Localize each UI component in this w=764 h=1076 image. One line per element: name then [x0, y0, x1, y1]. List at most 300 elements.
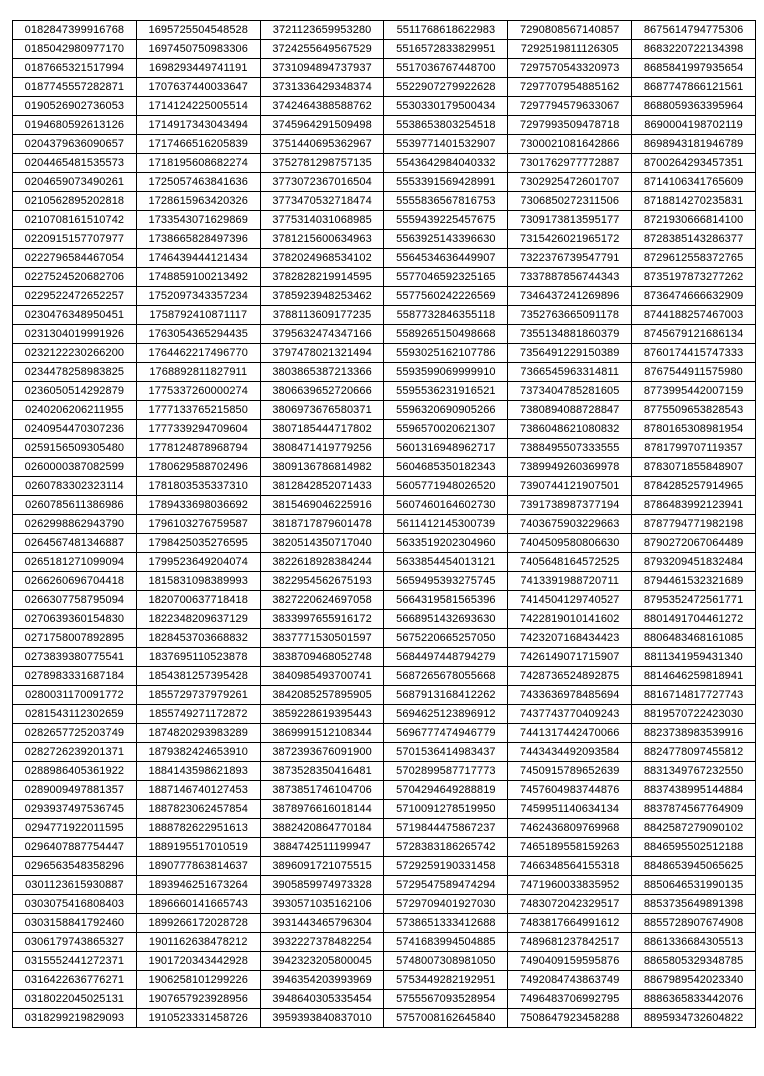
table-row — [13, 78, 756, 97]
table-row — [13, 268, 756, 287]
table-cell: 7297707954885162 — [508, 78, 632, 97]
table-cell: 7366545963314811 — [508, 363, 632, 382]
table-cell: 8895934732604822 — [632, 1009, 756, 1028]
table-cell: 3752781298757135 — [260, 154, 384, 173]
table-cell: 3797478021321494 — [260, 344, 384, 363]
table-cell: 3721123659953280 — [260, 21, 384, 40]
table-cell: 5522907279922628 — [384, 78, 508, 97]
table-row — [13, 534, 756, 553]
table-row — [13, 838, 756, 857]
table-cell: 7391738987377194 — [508, 496, 632, 515]
table-cell: 3930571035162106 — [260, 895, 384, 914]
table-row — [13, 762, 756, 781]
table-cell: 7300021081642866 — [508, 135, 632, 154]
table-cell: 1901162638478212 — [136, 933, 260, 952]
table-cell: 3842085257895905 — [260, 686, 384, 705]
table-cell: 8795352472561771 — [632, 591, 756, 610]
table-row — [13, 116, 756, 135]
table-cell: 0303075416808403 — [13, 895, 137, 914]
table-cell: 7355134881860379 — [508, 325, 632, 344]
table-cell: 0190526902736053 — [13, 97, 137, 116]
table-cell: 5563925143396630 — [384, 230, 508, 249]
table-cell: 1910523331458726 — [136, 1009, 260, 1028]
table-row — [13, 192, 756, 211]
table-cell: 0266260696704418 — [13, 572, 137, 591]
table-cell: 0240206206211955 — [13, 401, 137, 420]
table-cell: 8823738983539916 — [632, 724, 756, 743]
table-cell: 1733543071629869 — [136, 211, 260, 230]
table-cell: 8685841997935654 — [632, 59, 756, 78]
table-cell: 8806483468161085 — [632, 629, 756, 648]
table-cell: 7404509580806630 — [508, 534, 632, 553]
table-cell: 1893946251673264 — [136, 876, 260, 895]
table-cell: 7337887856744343 — [508, 268, 632, 287]
table-cell: 0236050514292879 — [13, 382, 137, 401]
table-cell: 8861336684305513 — [632, 933, 756, 952]
table-cell: 3822954562675193 — [260, 572, 384, 591]
table-cell: 8718814270235831 — [632, 192, 756, 211]
table-cell: 5596320690905266 — [384, 401, 508, 420]
table-cell: 3932227378482254 — [260, 933, 384, 952]
table-cell: 7290808567140857 — [508, 21, 632, 40]
table-cell: 8690004198702119 — [632, 116, 756, 135]
table-cell: 7490409159595876 — [508, 952, 632, 971]
table-cell: 8824778097455812 — [632, 743, 756, 762]
table-cell: 5687913168412262 — [384, 686, 508, 705]
table-row — [13, 249, 756, 268]
table-cell: 8793209451832484 — [632, 553, 756, 572]
table-cell: 1798425035276595 — [136, 534, 260, 553]
table-cell: 5530330179500434 — [384, 97, 508, 116]
table-cell: 1746439444121434 — [136, 249, 260, 268]
table-cell: 7457604983744876 — [508, 781, 632, 800]
table-cell: 1887146740127453 — [136, 781, 260, 800]
table-cell: 3785923948253462 — [260, 287, 384, 306]
table-cell: 8850646531990135 — [632, 876, 756, 895]
table-cell: 5728383186265742 — [384, 838, 508, 857]
table-cell: 0182847399916768 — [13, 21, 137, 40]
table-cell: 7423207168434423 — [508, 629, 632, 648]
table-cell: 0187665321517994 — [13, 59, 137, 78]
table-row — [13, 553, 756, 572]
table-cell: 0288986405361922 — [13, 762, 137, 781]
table-cell: 8773995442007159 — [632, 382, 756, 401]
table-cell: 0230476348950451 — [13, 306, 137, 325]
table-cell: 1855729737979261 — [136, 686, 260, 705]
table-cell: 7459951140634134 — [508, 800, 632, 819]
table-cell: 5595536231916521 — [384, 382, 508, 401]
table-cell: 0260783302323114 — [13, 477, 137, 496]
table-row — [13, 363, 756, 382]
table-row — [13, 154, 756, 173]
table-cell: 8760174415747333 — [632, 344, 756, 363]
table-cell: 1714917343043494 — [136, 116, 260, 135]
table-cell: 3775314031068985 — [260, 211, 384, 230]
table-cell: 0187745557282871 — [13, 78, 137, 97]
table-cell: 1822348209637129 — [136, 610, 260, 629]
table-cell: 7302925472601707 — [508, 173, 632, 192]
table-cell: 8842587279090102 — [632, 819, 756, 838]
table-row — [13, 819, 756, 838]
table-cell: 3820514350717040 — [260, 534, 384, 553]
table-cell: 0296563548358296 — [13, 857, 137, 876]
table-row — [13, 667, 756, 686]
table-cell: 8700264293457351 — [632, 154, 756, 173]
table-cell: 7433636978485694 — [508, 686, 632, 705]
table-row — [13, 230, 756, 249]
table-cell: 8801491704461272 — [632, 610, 756, 629]
table-cell: 3788113609177235 — [260, 306, 384, 325]
table-cell: 5559439225457675 — [384, 211, 508, 230]
table-cell: 8784285257914965 — [632, 477, 756, 496]
table-cell: 5729259190331458 — [384, 857, 508, 876]
table-cell: 5564534636449907 — [384, 249, 508, 268]
table-cell: 0240954470307236 — [13, 420, 137, 439]
table-cell: 5701536414983437 — [384, 743, 508, 762]
table-cell: 1896660141665743 — [136, 895, 260, 914]
table-cell: 5593025162107786 — [384, 344, 508, 363]
table-cell: 5729709401927030 — [384, 895, 508, 914]
table-cell: 8767544911575980 — [632, 363, 756, 382]
table-cell: 1789433698036692 — [136, 496, 260, 515]
table-cell: 8831349767232550 — [632, 762, 756, 781]
table-cell: 5757008162645840 — [384, 1009, 508, 1028]
table-cell: 5694625123896912 — [384, 705, 508, 724]
table-cell: 8714106341765609 — [632, 173, 756, 192]
table-row — [13, 990, 756, 1009]
table-row — [13, 857, 756, 876]
table-cell: 1906258101299226 — [136, 971, 260, 990]
table-row — [13, 1009, 756, 1028]
table-cell: 5753449282192951 — [384, 971, 508, 990]
table-cell: 3931443465796304 — [260, 914, 384, 933]
table-row — [13, 420, 756, 439]
table-cell: 1717466516205839 — [136, 135, 260, 154]
table-cell: 8780165308981954 — [632, 420, 756, 439]
table-cell: 7450915789652639 — [508, 762, 632, 781]
table-cell: 7301762977772887 — [508, 154, 632, 173]
table-cell: 8855728907674908 — [632, 914, 756, 933]
table-cell: 3873528350416481 — [260, 762, 384, 781]
table-cell: 5593599069999910 — [384, 363, 508, 382]
table-cell: 1899266172028728 — [136, 914, 260, 933]
table-row — [13, 287, 756, 306]
table-cell: 7373404785281605 — [508, 382, 632, 401]
number-table-body — [13, 21, 756, 1028]
table-cell: 3872393676091900 — [260, 743, 384, 762]
table-cell: 3882420864770184 — [260, 819, 384, 838]
table-cell: 1799523649204074 — [136, 553, 260, 572]
table-cell: 0301123615930887 — [13, 876, 137, 895]
table-cell: 7471960033835952 — [508, 876, 632, 895]
table-cell: 0259156509305480 — [13, 439, 137, 458]
table-cell: 0204465481535573 — [13, 154, 137, 173]
table-cell: 5659495393275745 — [384, 572, 508, 591]
table-cell: 3896091721075515 — [260, 857, 384, 876]
table-cell: 1775337260000274 — [136, 382, 260, 401]
table-cell: 1777133765215850 — [136, 401, 260, 420]
table-cell: 3818717879601478 — [260, 515, 384, 534]
table-cell: 3731336429348374 — [260, 78, 384, 97]
table-cell: 5589265150498668 — [384, 325, 508, 344]
table-cell: 0296407887754447 — [13, 838, 137, 857]
table-cell: 8816714817727743 — [632, 686, 756, 705]
table-cell: 3751440695362967 — [260, 135, 384, 154]
table-cell: 5719844475867237 — [384, 819, 508, 838]
table-cell: 8867989542023340 — [632, 971, 756, 990]
table-cell: 0289009497881357 — [13, 781, 137, 800]
table-cell: 0315552441272371 — [13, 952, 137, 971]
table-cell: 5702899587717773 — [384, 762, 508, 781]
table-cell: 1879382424653910 — [136, 743, 260, 762]
table-row — [13, 477, 756, 496]
table-cell: 8794461532321689 — [632, 572, 756, 591]
table-cell: 8837438995144884 — [632, 781, 756, 800]
table-cell: 1714124225005514 — [136, 97, 260, 116]
table-row — [13, 344, 756, 363]
table-cell: 1758792410871117 — [136, 306, 260, 325]
table-cell: 7414504129740527 — [508, 591, 632, 610]
table-row — [13, 629, 756, 648]
table-cell: 3815469046225916 — [260, 496, 384, 515]
table-cell: 0282657725203749 — [13, 724, 137, 743]
table-cell: 3803865387213366 — [260, 363, 384, 382]
table-cell: 1778124878968794 — [136, 439, 260, 458]
table-cell: 1728615963420326 — [136, 192, 260, 211]
table-cell: 5741683994504885 — [384, 933, 508, 952]
table-cell: 7403675903229663 — [508, 515, 632, 534]
table-cell: 7322376739547791 — [508, 249, 632, 268]
table-cell: 3884742511199947 — [260, 838, 384, 857]
table-cell: 0281543112302659 — [13, 705, 137, 724]
table-cell: 0306179743865327 — [13, 933, 137, 952]
table-cell: 3731094894737937 — [260, 59, 384, 78]
table-row — [13, 401, 756, 420]
table-cell: 8735197873277262 — [632, 268, 756, 287]
table-cell: 1697450750983306 — [136, 40, 260, 59]
table-cell: 5729547589474294 — [384, 876, 508, 895]
table-cell: 8698943181946789 — [632, 135, 756, 154]
table-cell: 5633854454013121 — [384, 553, 508, 572]
table-row — [13, 800, 756, 819]
table-cell: 7441317442470066 — [508, 724, 632, 743]
table-cell: 7489681237842517 — [508, 933, 632, 952]
table-cell: 8687747866121561 — [632, 78, 756, 97]
table-row — [13, 895, 756, 914]
table-cell: 3808471419779256 — [260, 439, 384, 458]
table-cell: 1777339294709604 — [136, 420, 260, 439]
table-cell: 1764462217496770 — [136, 344, 260, 363]
table-cell: 1780629588702496 — [136, 458, 260, 477]
table-cell: 1854381257395428 — [136, 667, 260, 686]
table-cell: 0318299219829093 — [13, 1009, 137, 1028]
table-row — [13, 743, 756, 762]
table-row — [13, 325, 756, 344]
table-cell: 0318022045025131 — [13, 990, 137, 1009]
table-cell: 7297570543320973 — [508, 59, 632, 78]
table-cell: 3873851746104706 — [260, 781, 384, 800]
table-cell: 5755567093528954 — [384, 990, 508, 1009]
table-cell: 3773072367016504 — [260, 173, 384, 192]
table-cell: 7352763665091178 — [508, 306, 632, 325]
table-row — [13, 59, 756, 78]
table-cell: 7386048621080832 — [508, 420, 632, 439]
table-cell: 0231304019991926 — [13, 325, 137, 344]
table-cell: 0278983331687184 — [13, 667, 137, 686]
table-cell: 1907657923928956 — [136, 990, 260, 1009]
table-cell: 1884143598621893 — [136, 762, 260, 781]
table-cell: 0204659073490261 — [13, 173, 137, 192]
table-cell: 7388495507333555 — [508, 439, 632, 458]
table-cell: 8721930666814100 — [632, 211, 756, 230]
table-cell: 1748859100213492 — [136, 268, 260, 287]
table-row — [13, 173, 756, 192]
table-cell: 7346437241269896 — [508, 287, 632, 306]
table-cell: 8853735649891398 — [632, 895, 756, 914]
table-cell: 7297993509478718 — [508, 116, 632, 135]
table-cell: 7389949260369978 — [508, 458, 632, 477]
table-cell: 3742464388588762 — [260, 97, 384, 116]
table-cell: 8811341959431340 — [632, 648, 756, 667]
table-cell: 8787794771982198 — [632, 515, 756, 534]
table-cell: 0265181271099094 — [13, 553, 137, 572]
table-cell: 3809136786814982 — [260, 458, 384, 477]
table-cell: 0210708161510742 — [13, 211, 137, 230]
table-cell: 0271758007892895 — [13, 629, 137, 648]
table-row — [13, 724, 756, 743]
table-cell: 3745964291509498 — [260, 116, 384, 135]
table-cell: 0204379636090657 — [13, 135, 137, 154]
table-cell: 1820700637718418 — [136, 591, 260, 610]
table-cell: 0234478258983825 — [13, 363, 137, 382]
table-cell: 8790272067064489 — [632, 534, 756, 553]
table-cell: 7426149071715907 — [508, 648, 632, 667]
table-cell: 1855749271172872 — [136, 705, 260, 724]
table-cell: 0270639360154830 — [13, 610, 137, 629]
table-row — [13, 135, 756, 154]
table-cell: 0293937497536745 — [13, 800, 137, 819]
table-cell: 5633519202304960 — [384, 534, 508, 553]
table-cell: 3781215600634963 — [260, 230, 384, 249]
table-cell: 3782828219914595 — [260, 268, 384, 287]
table-cell: 8781799707119357 — [632, 439, 756, 458]
table-row — [13, 439, 756, 458]
table-cell: 3905859974973328 — [260, 876, 384, 895]
table-cell: 7496483706992795 — [508, 990, 632, 1009]
table-cell: 0222796584467054 — [13, 249, 137, 268]
table-cell: 1874820293983289 — [136, 724, 260, 743]
table-cell: 5710091278519950 — [384, 800, 508, 819]
table-cell: 0316422636776271 — [13, 971, 137, 990]
table-cell: 5687265678055668 — [384, 667, 508, 686]
table-cell: 5605771948026520 — [384, 477, 508, 496]
table-cell: 8865805329348785 — [632, 952, 756, 971]
table-cell: 3840985493700741 — [260, 667, 384, 686]
table-cell: 8683220722134398 — [632, 40, 756, 59]
table-cell: 5587732846355118 — [384, 306, 508, 325]
table-cell: 5748007308981050 — [384, 952, 508, 971]
table-cell: 8814646259818941 — [632, 667, 756, 686]
table-row — [13, 211, 756, 230]
table-cell: 0220915157707977 — [13, 230, 137, 249]
table-cell: 1828453703668832 — [136, 629, 260, 648]
table-cell: 5604685350182343 — [384, 458, 508, 477]
table-cell: 0303158841792460 — [13, 914, 137, 933]
table-row — [13, 705, 756, 724]
table-cell: 7297794579633067 — [508, 97, 632, 116]
table-row — [13, 40, 756, 59]
table-row — [13, 610, 756, 629]
table-cell: 7483817664991612 — [508, 914, 632, 933]
table-cell: 0260000387082599 — [13, 458, 137, 477]
table-cell: 7428736524892875 — [508, 667, 632, 686]
table-cell: 7465189558159263 — [508, 838, 632, 857]
table-cell: 1698293449741191 — [136, 59, 260, 78]
table-cell: 5511768618622983 — [384, 21, 508, 40]
table-cell: 3878976616018144 — [260, 800, 384, 819]
table-cell: 5704294649288819 — [384, 781, 508, 800]
table-cell: 0273839380775541 — [13, 648, 137, 667]
table-cell: 5538653803254518 — [384, 116, 508, 135]
table-cell: 3948640305335454 — [260, 990, 384, 1009]
table-cell: 5517036767448700 — [384, 59, 508, 78]
table-cell: 8728385143286377 — [632, 230, 756, 249]
table-cell: 5577046592325165 — [384, 268, 508, 287]
table-cell: 8819570722423030 — [632, 705, 756, 724]
table-cell: 7413391988720711 — [508, 572, 632, 591]
table-cell: 5664319581565396 — [384, 591, 508, 610]
table-cell: 8688059363395964 — [632, 97, 756, 116]
table-cell: 1815831098389993 — [136, 572, 260, 591]
table-row — [13, 572, 756, 591]
table-cell: 7390744121907501 — [508, 477, 632, 496]
table-cell: 1718195608682274 — [136, 154, 260, 173]
table-cell: 3773470532718474 — [260, 192, 384, 211]
table-cell: 3827220624697058 — [260, 591, 384, 610]
table-cell: 3795632474347166 — [260, 325, 384, 344]
table-cell: 7492084743863749 — [508, 971, 632, 990]
table-cell: 8736474666632909 — [632, 287, 756, 306]
table-cell: 8886365833442076 — [632, 990, 756, 1009]
table-cell: 8744188257467003 — [632, 306, 756, 325]
table-cell: 1695725504548528 — [136, 21, 260, 40]
table-cell: 7292519811126305 — [508, 40, 632, 59]
table-cell: 1707637440033647 — [136, 78, 260, 97]
table-row — [13, 496, 756, 515]
table-cell: 1887823062457854 — [136, 800, 260, 819]
table-row — [13, 458, 756, 477]
table-cell: 0264567481346887 — [13, 534, 137, 553]
table-cell: 0232122230266200 — [13, 344, 137, 363]
table-cell: 3869991512108344 — [260, 724, 384, 743]
table-cell: 8675614794775306 — [632, 21, 756, 40]
table-cell: 7356491229150389 — [508, 344, 632, 363]
table-cell: 0229522472652257 — [13, 287, 137, 306]
table-cell: 1752097343357234 — [136, 287, 260, 306]
table-cell: 5696777474946779 — [384, 724, 508, 743]
table-cell: 1890777863814637 — [136, 857, 260, 876]
table-cell: 5607460164602730 — [384, 496, 508, 515]
table-cell: 7466348564155318 — [508, 857, 632, 876]
table-row — [13, 97, 756, 116]
table-cell: 1768892811827911 — [136, 363, 260, 382]
table-cell: 8837874567764909 — [632, 800, 756, 819]
table-cell: 7422819010141602 — [508, 610, 632, 629]
table-cell: 5539771401532907 — [384, 135, 508, 154]
table-cell: 3822618928384244 — [260, 553, 384, 572]
table-cell: 7443434492093584 — [508, 743, 632, 762]
table-cell: 8786483992123941 — [632, 496, 756, 515]
